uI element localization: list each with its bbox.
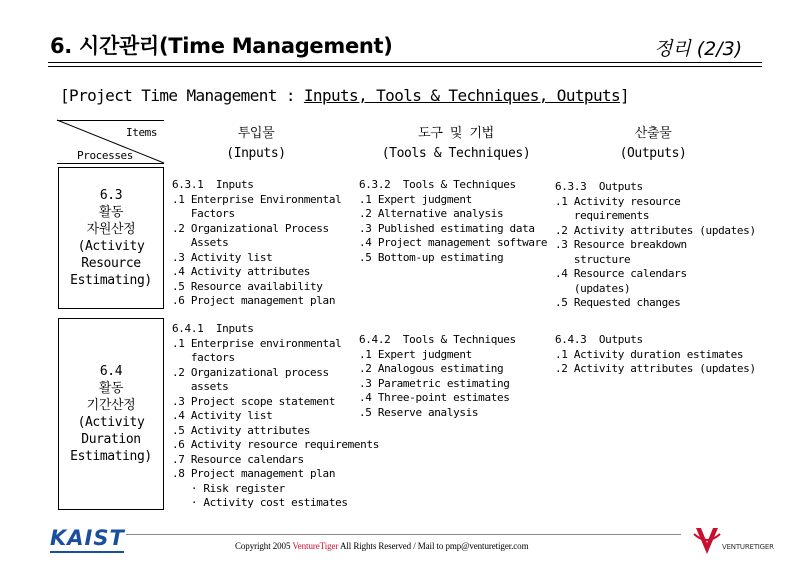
venturetiger-logo-icon <box>692 524 722 558</box>
copyright-brand: VentureTiger <box>292 541 339 551</box>
row-6-4-tools: 6.4.2 Tools & Techniques .1 Expert judgment .2 Analogous estimating .3 Parametric estimating .4 Three-point estimates .5 Reserve analysis <box>359 333 516 419</box>
header-inputs-text: 투입물 (Inputs) <box>226 126 286 161</box>
copyright-notice <box>235 541 528 551</box>
header-bottom-rule <box>57 163 164 164</box>
row-6-4-inputs: 6.4.1 Inputs .1 Enterprise environmental factors .2 Organizational process assets .3 Project scope statement .4 Activity list .5 Activity attributes .6 Activity resource requirements .7 Resource calendars .8 Project management plan · Risk register · Activity cost estimates <box>172 322 379 509</box>
process-label-6-3: 6.3 활동 자원산정 (Activity Resource Estimating) <box>70 188 152 288</box>
page-title: 6. 시간관리(Time Management) <box>50 34 393 58</box>
copyright-suffix: All Rights Reserved / Mail to pmp@venturetiger.com <box>338 541 529 551</box>
header-inputs <box>166 124 346 164</box>
corner-processes-label: Processes <box>77 149 134 162</box>
subtitle-prefix: [Project Time Management : <box>60 86 304 105</box>
process-label-6-4: 6.4 활동 기간산정 (Activity Duration Estimating) <box>70 364 152 464</box>
header-top-rule <box>57 120 164 121</box>
footer-divider <box>126 534 681 535</box>
row-6-3-tools: 6.3.2 Tools & Techniques .1 Expert judgment .2 Alternative analysis .3 Published estimating data .4 Project management software .5 Bottom-up estimating <box>359 178 548 264</box>
corner-items-label: Items <box>126 126 158 139</box>
row-6-3-inputs: 6.3.1 Inputs .1 Enterprise Environmental Factors .2 Organizational Process Assets .3 Activity list .4 Activity attributes .5 Resource availability .6 Project management plan <box>172 178 342 307</box>
kaist-logo-underline <box>50 551 124 553</box>
kaist-logo: KAIST <box>50 526 125 550</box>
subtitle-suffix: ] <box>620 86 630 105</box>
header-outputs-text: 산출물 (Outputs) <box>619 126 687 161</box>
row-6-3-outputs: 6.3.3 Outputs .1 Activity resource requirements .2 Activity attributes (updates) .3 Resource breakdown structure .4 Resource calendars (updates) .5 Requested changes <box>555 180 756 309</box>
row-6-4-outputs: 6.4.3 Outputs .1 Activity duration estimates .2 Activity attributes (updates) <box>555 333 756 375</box>
process-box-6-3 <box>58 167 164 309</box>
venturetiger-logo-text: VENTURETIGER <box>722 543 774 551</box>
copyright-prefix: Copyright 2005 <box>235 541 293 551</box>
process-box-6-4 <box>58 318 164 510</box>
header-tools-text: 도구 및 기법 (Tools & Techniques) <box>381 126 531 161</box>
header-outputs <box>560 124 746 164</box>
subtitle-underlined: Inputs, Tools & Techniques, Outputs <box>303 86 621 105</box>
header-tools <box>356 124 556 164</box>
page-indicator: 정리 (2/3) <box>654 38 743 60</box>
